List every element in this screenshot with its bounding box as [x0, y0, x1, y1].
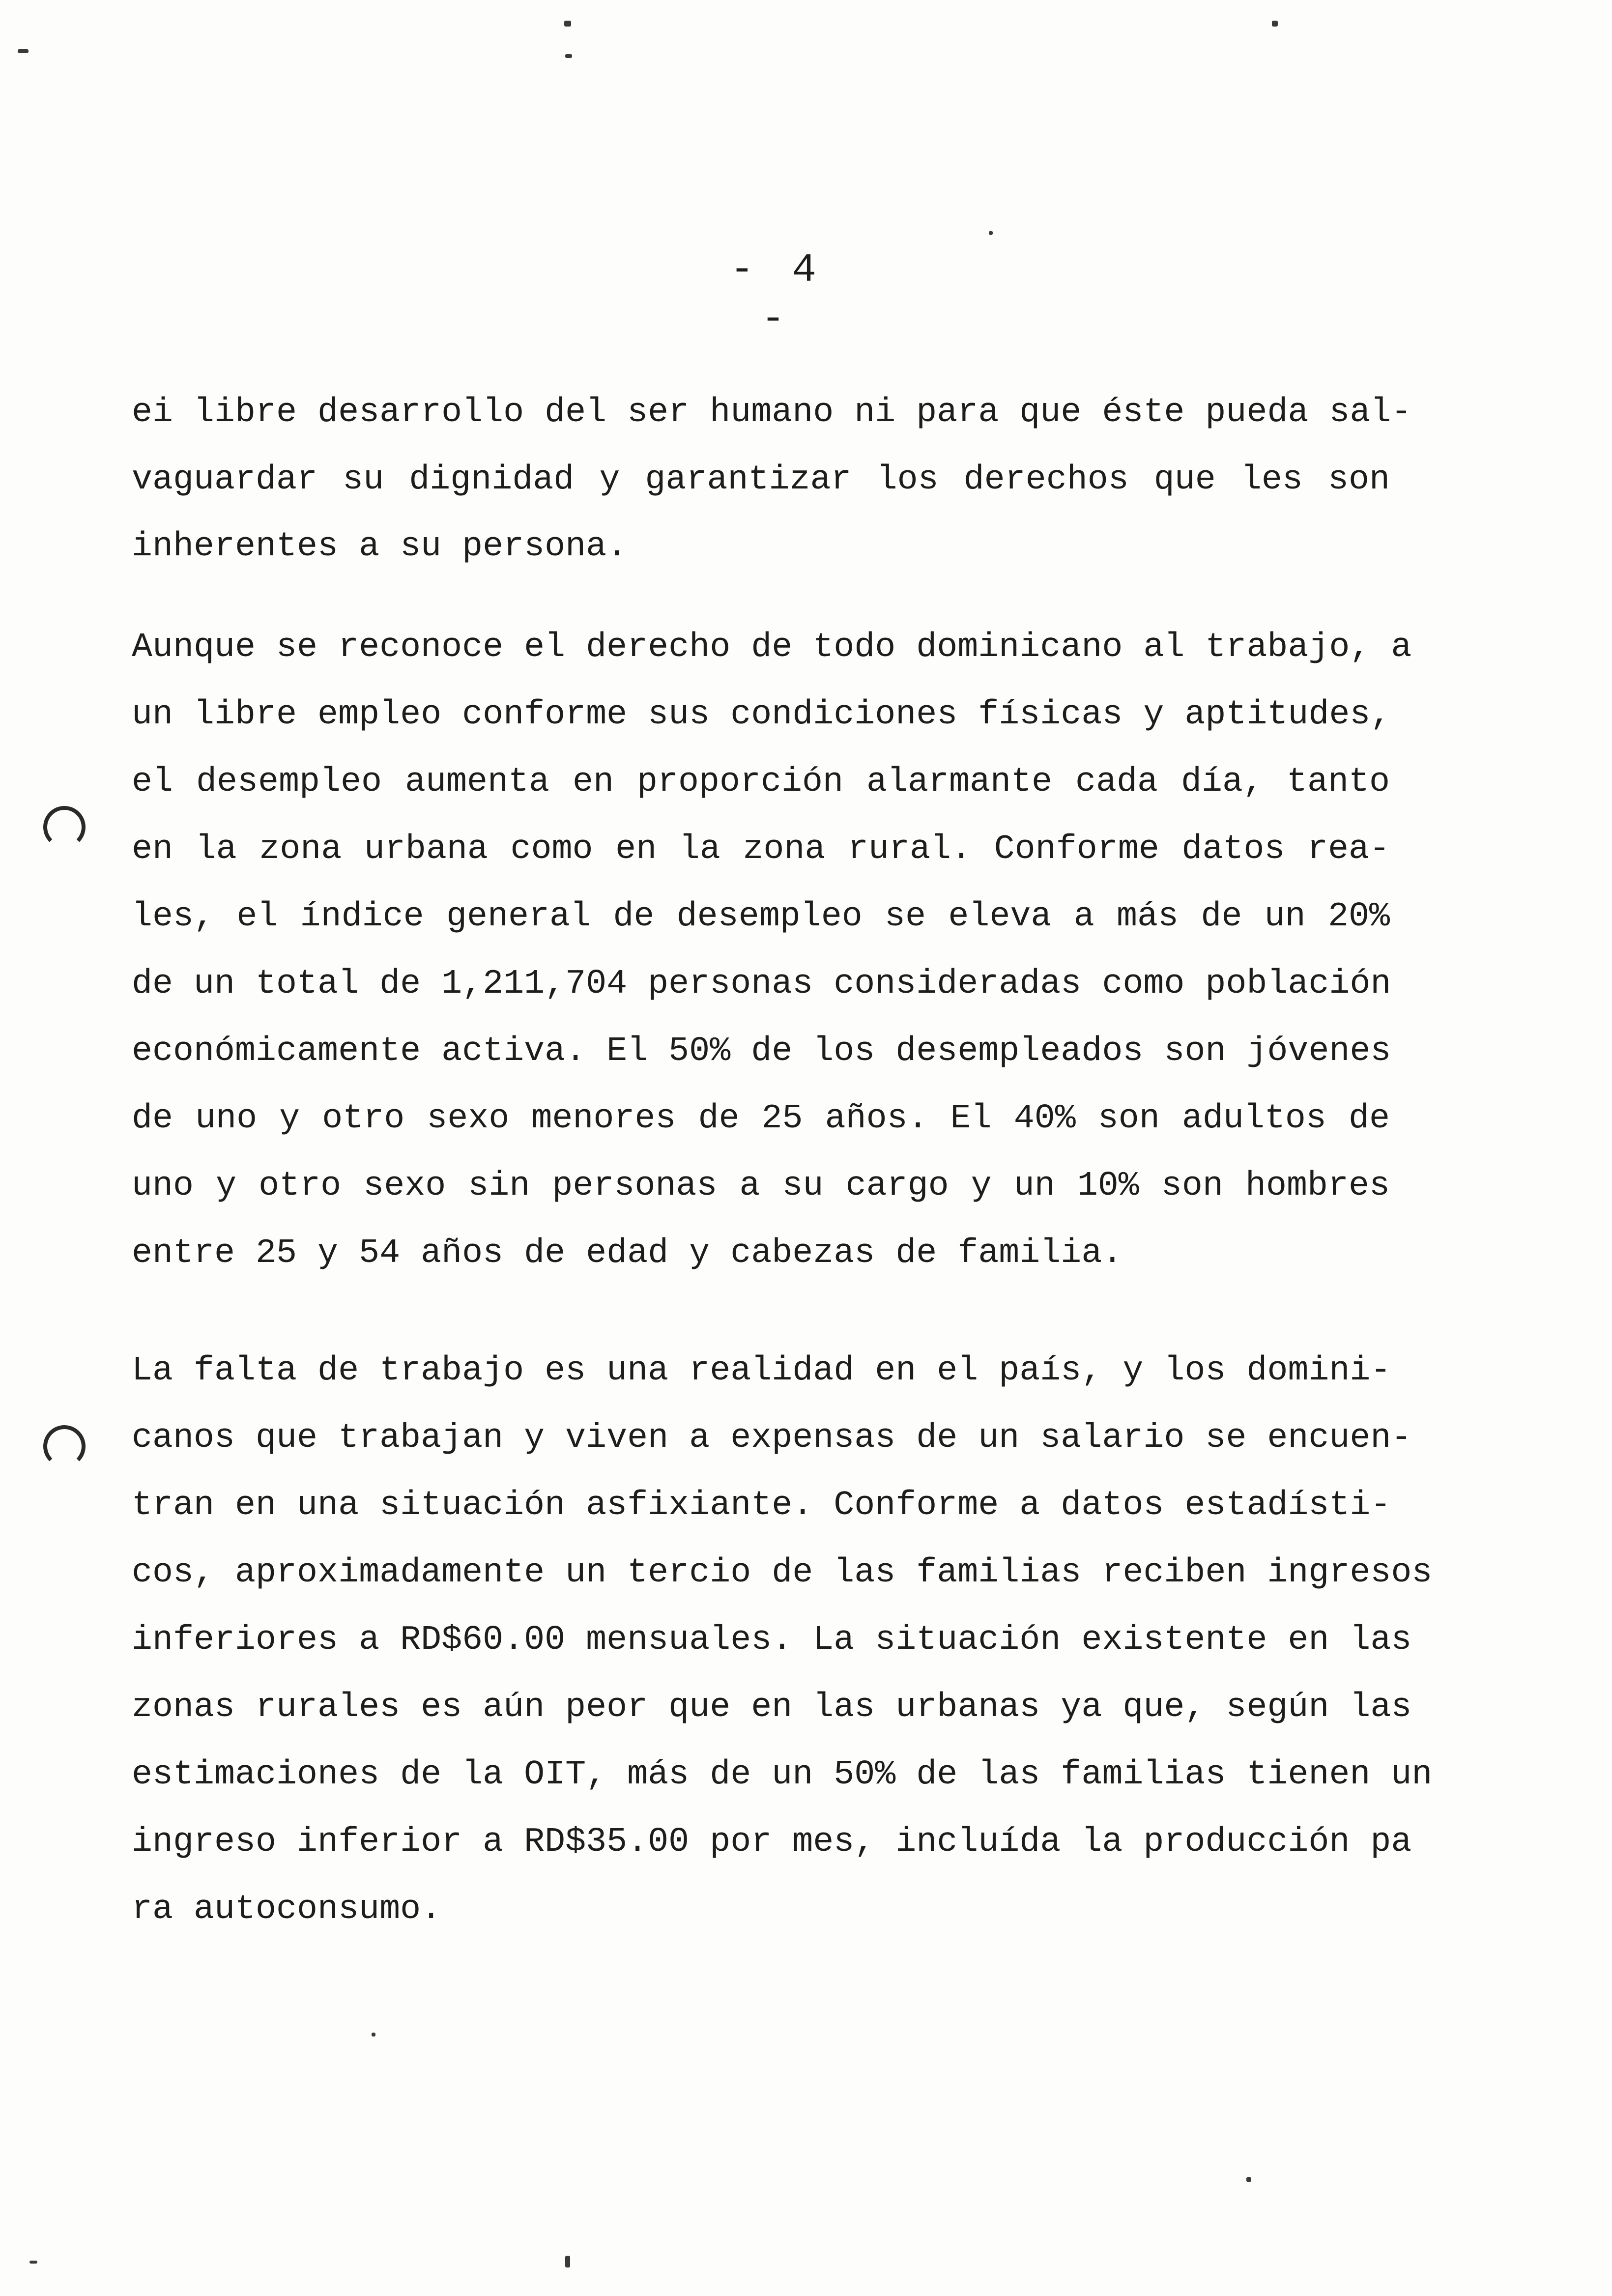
text-line: canos que trabajan y viven a expensas de un salario se encuen-: [132, 1419, 1412, 1458]
text-line: el desempleo aumenta en proporción alarmante cada día, tanto: [132, 763, 1390, 802]
punch-hole-icon: [43, 1425, 86, 1467]
scan-speck: [565, 2256, 570, 2267]
text-line: les, el índice general de desempleo se eleva a más de un 20%: [132, 897, 1390, 936]
text-line: inferiores a RD$60.00 mensuales. La situación existente en las: [132, 1621, 1412, 1660]
text-line: uno y otro sexo sin personas a su cargo y un 10% son hombres: [132, 1167, 1390, 1205]
text-line: entre 25 y 54 años de edad y cabezas de familia.: [132, 1234, 1123, 1273]
text-line: económicamente activa. El 50% de los desempleados son jóvenes: [132, 1032, 1391, 1071]
text-line: Aunque se reconoce el derecho de todo dominicano al trabajo, a: [132, 628, 1412, 667]
text-line: un libre empleo conforme sus condiciones físicas y aptitudes,: [132, 695, 1391, 734]
text-line: tran en una situación asfixiante. Conforme a datos estadísti-: [132, 1486, 1391, 1525]
text-line: La falta de trabajo es una realidad en el país, y los domini-: [132, 1351, 1391, 1390]
scan-speck: [1272, 21, 1278, 27]
scan-speck: [565, 54, 572, 58]
scan-speck: [564, 21, 571, 27]
text-line: inherentes a su persona.: [132, 527, 628, 566]
text-line: en la zona urbana como en la zona rural. Conforme datos rea-: [132, 830, 1390, 869]
text-line: ingreso inferior a RD$35.00 por mes, incluída la producción pa: [132, 1823, 1412, 1862]
scan-speck: [372, 2033, 375, 2037]
scan-speck: [1246, 2177, 1251, 2182]
text-line: cos, aproximadamente un tercio de las familias reciben ingresos: [132, 1553, 1433, 1592]
text-line: estimaciones de la OIT, más de un 50% de las familias tienen un: [132, 1755, 1433, 1794]
scan-speck: [989, 231, 993, 235]
text-line: ei libre desarrollo del ser humano ni para que éste pueda sal-: [132, 393, 1412, 432]
text-line: de un total de 1,211,704 personas consideradas como población: [132, 965, 1391, 1004]
text-line: zonas rurales es aún peor que en las urbanas ya que, según las: [132, 1688, 1412, 1727]
scan-speck: [18, 49, 29, 53]
scan-speck: [29, 2261, 37, 2264]
text-line: vaguardar su dignidad y garantizar los derechos que les son: [132, 460, 1390, 499]
text-line: de uno y otro sexo menores de 25 años. El 40% son adultos de: [132, 1099, 1390, 1138]
text-line: ra autoconsumo.: [132, 1890, 442, 1929]
page-number: - 4 -: [730, 247, 823, 342]
punch-hole-icon: [43, 806, 86, 848]
